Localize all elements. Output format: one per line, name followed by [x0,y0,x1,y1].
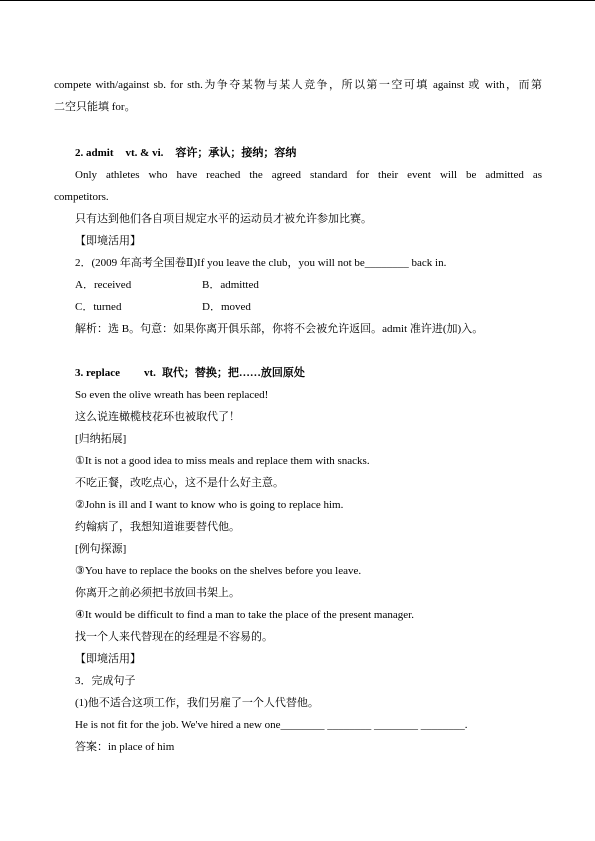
task-sentence-english: He is not fit for the job. We've hired a new one________ ________ ________ ________. [75,719,468,731]
task-heading: 3．完成句子 [75,675,136,687]
option-a: A．received [75,279,132,291]
headword: 2. admit [75,147,114,159]
headword: 3. replace [75,367,121,379]
task-sentence-chinese: (1)他不适合这项工作，我们另雇了一个人代替他。 [75,697,319,709]
example-translation: 你离开之前必须把书放回书架上。 [75,587,240,599]
part-of-speech: vt. [144,367,156,379]
practice-label: 【即境活用】 [75,653,141,665]
section-heading-admit [75,146,296,160]
example-translation: 只有达到他们各自项目规定水平的运动员才被允许参加比赛。 [75,213,372,225]
header-rule [0,0,595,1]
example-translation: 约翰病了，我想知道谁要替代他。 [75,521,240,533]
example-sentence: Only athletes who have reached the agreed standard for their event will be admitted as [75,169,542,181]
summary-label: [归纳拓展] [75,433,127,445]
word-meaning: 容许；承认；接纳；容纳 [175,147,297,159]
paragraph-line: 二空只能填 for。 [54,101,136,113]
example-sentence: ③You have to replace the books on the shelves before you leave. [75,565,362,577]
question: 2．(2009 年高考全国卷Ⅱ)If you leave the club，you will not be________ back in. [75,257,447,269]
part-of-speech: vt. & vi. [125,147,164,159]
example-translation: 不吃正餐，改吃点心，这不是什么好主意。 [75,477,284,489]
paragraph-line: compete with/against sb. for sth.为争夺某物与某人竞争，所以第一空可填 against 或 with，而第 [54,79,542,91]
task-answer: 答案：in place of him [75,741,175,753]
section-heading-replace [75,366,305,380]
option-b: B．admitted [202,279,259,291]
example-sentence: So even the olive wreath has been replaced! [75,389,269,401]
source-label: [例句探源] [75,543,127,555]
example-sentence: competitors. [54,191,109,203]
example-sentence: ②John is ill and I want to know who is going to replace him. [75,499,344,511]
example-sentence: ④It would be difficult to find a man to take the place of the present manager. [75,609,414,621]
answer-explanation: 解析：选 B。句意：如果你离开俱乐部，你将不会被允许返回。admit 准许进(加)入。 [75,323,484,335]
word-meaning: 取代；替换；把……放回原处 [161,367,305,379]
example-translation: 这么说连橄榄枝花环也被取代了！ [75,411,240,423]
practice-label: 【即境活用】 [75,235,141,247]
option-c: C．turned [75,301,122,313]
example-sentence: ①It is not a good idea to miss meals and replace them with snacks. [75,455,370,467]
option-d: D．moved [202,301,251,313]
example-translation: 找一个人来代替现在的经理是不容易的。 [75,631,273,643]
